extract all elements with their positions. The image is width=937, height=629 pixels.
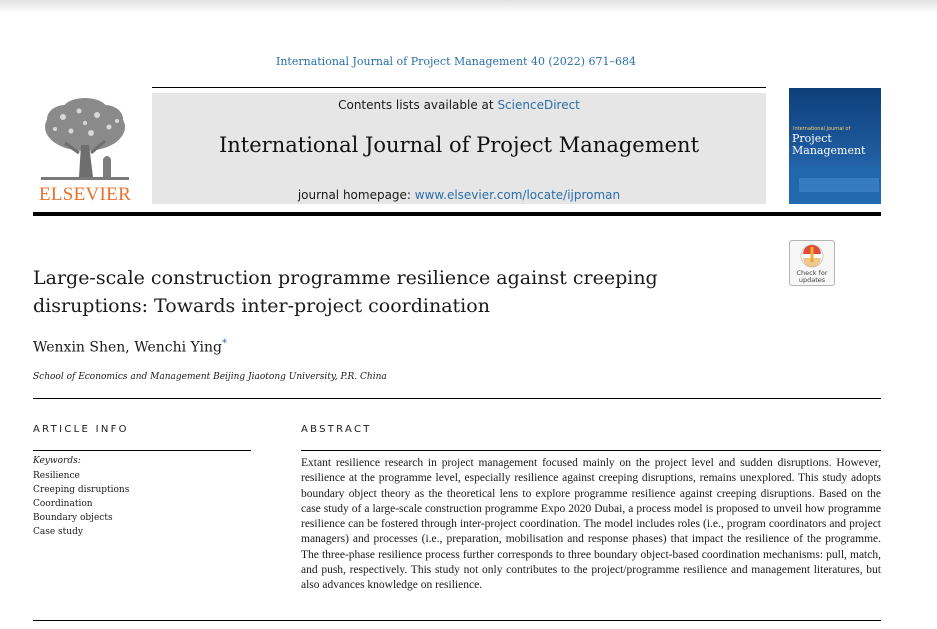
homepage-link[interactable]: www.elsevier.com/locate/ijproman [414,188,621,202]
header-top-rule [152,87,766,88]
article-title: Large-scale construction programme resilience against creeping disruptions: Towards inter-project coordination [33,267,658,317]
cover-band-highlight [799,178,879,192]
section-divider-rule [33,398,881,399]
article-info-rule [33,450,251,451]
badge-label-line1: Check for [796,269,828,277]
keywords-list [33,469,129,539]
affiliation: School of Economics and Management Beijing Jiaotong University, P.R. China [33,372,387,382]
article-info-heading: ARTICLE INFO [33,424,129,435]
journal-citation[interactable] [0,55,912,68]
author-names[interactable]: Wenxin Shen, Wenchi Ying [33,339,222,356]
elsevier-wordmark: ELSEVIER [38,184,132,205]
keyword-item: Resilience [33,471,80,481]
journal-cover-thumbnail[interactable] [789,88,881,204]
journal-banner [152,93,766,204]
keyword-item: Case study [33,527,83,537]
homepage-prefix: journal homepage: [297,188,415,202]
cover-subtitle: International Journal of [793,126,851,132]
journal-title: International Journal of Project Management [218,133,700,157]
keyword-item: Coordination [33,499,93,509]
sciencedirect-link[interactable]: ScienceDirect [497,98,580,112]
cover-title: Project Management [792,132,866,157]
contents-line [152,98,766,112]
keyword-item: Boundary objects [33,513,113,523]
keyword-item: Creeping disruptions [33,485,130,495]
abstract-rule [301,450,881,451]
contents-prefix: Contents lists available at [338,98,498,112]
check-for-updates-badge[interactable] [789,240,835,286]
check-for-updates-icon [790,242,834,272]
elsevier-logo[interactable] [33,97,137,209]
elsevier-tree-icon [35,97,135,183]
top-shade [0,0,937,14]
keywords-label: Keywords: [33,456,81,466]
abstract-text: Extant resilience research in project management focused mainly on the project level and sudden disruptions. However, resilience at the programme level, especially resilience against creeping disruptions, remains unexplored. This study adopts boundary object theory as the theoretical lens to explore programme resilience against creeping disruptions. Based on the case study of a large-scale construction programme Expo 2020 Dubai, a process model is proposed to unveil how programme resilience can be fostered through inter-project coordination. The model includes roles (i.e., program coordinators and project managers) and processes (i.e., preparation, mobilisation and response phases) that impact the resilience of the programme. The three-phase resilience process further corresponds to three boundary object-based coordination mechanisms: pull, match, and push, respectively. This study not only contributes to the project/programme resilience and management literatures, but also advances knowledge on resilience. [301,457,881,592]
header-bottom-rule [33,212,881,216]
corresponding-author-mark[interactable]: * [222,338,227,349]
author-list [33,338,227,356]
abstract-heading: ABSTRACT [301,424,372,435]
citation-link[interactable]: International Journal of Project Management 40 (2022) 671–684 [276,55,636,68]
badge-label-line2: updates [798,276,826,284]
abstract-bottom-rule [33,620,881,621]
homepage-line [152,188,766,202]
badge-label [790,270,834,284]
